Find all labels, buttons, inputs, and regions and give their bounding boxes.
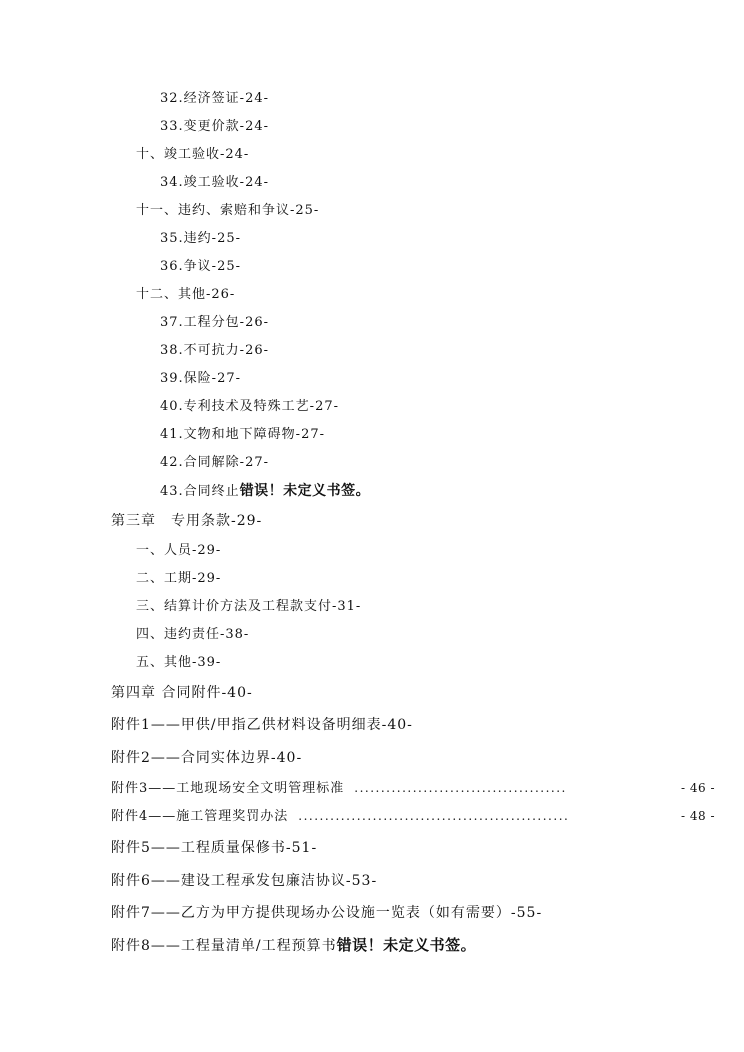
toc-section-12[interactable]: 十二、其他-26- [136, 287, 236, 302]
toc-entry-43-label: 43.合同终止 [160, 484, 240, 499]
toc-entry-34[interactable]: 34.竣工验收-24- [160, 175, 270, 190]
toc-annex-2[interactable]: 附件2——合同实体边界-40- [111, 750, 303, 766]
toc-chapter-4[interactable]: 第四章 合同附件-40- [111, 685, 253, 701]
dot-leader: ................................................... [298, 809, 570, 823]
toc-ch3-item-4[interactable]: 四、违约责任-38- [136, 627, 250, 642]
toc-entry-38[interactable]: 38.不可抗力-26- [160, 343, 270, 358]
toc-annex-4-page: - 48 - [680, 809, 715, 823]
dot-leader: ........................................ [354, 781, 567, 795]
toc-ch3-item-2[interactable]: 二、工期-29- [136, 571, 222, 586]
toc-annex-8-label: 附件8——工程量清单/工程预算书 [111, 938, 337, 954]
toc-ch3-item-1[interactable]: 一、人员-29- [136, 543, 222, 558]
toc-section-10[interactable]: 十、竣工验收-24- [136, 147, 250, 162]
toc-section-11[interactable]: 十一、违约、索赔和争议-25- [136, 203, 320, 218]
toc-entry-40[interactable]: 40.专利技术及特殊工艺-27- [160, 399, 340, 414]
toc-entry-43[interactable] [160, 482, 370, 501]
toc-annex-1[interactable]: 附件1——甲供/甲指乙供材料设备明细表-40- [111, 717, 413, 733]
toc-annex-8[interactable] [111, 936, 476, 955]
bookmark-error: 错误！未定义书签。 [336, 936, 477, 954]
toc-ch3-item-5[interactable]: 五、其他-39- [136, 655, 222, 670]
toc-entry-35[interactable]: 35.违约-25- [160, 231, 242, 246]
toc-entry-36[interactable]: 36.争议-25- [160, 259, 242, 274]
toc-entry-32[interactable]: 32.经济签证-24- [160, 91, 270, 106]
toc-annex-3-page: - 46 - [680, 781, 715, 795]
toc-chapter-3[interactable]: 第三章 专用条款-29- [111, 513, 263, 529]
toc-ch3-item-3[interactable]: 三、结算计价方法及工程款支付-31- [136, 599, 362, 614]
toc-entry-42[interactable]: 42.合同解除-27- [160, 455, 270, 470]
toc-annex-4[interactable] [111, 807, 715, 826]
toc-annex-6[interactable]: 附件6——建设工程承发包廉洁协议-53- [111, 873, 378, 889]
toc-entry-37[interactable]: 37.工程分包-26- [160, 315, 270, 330]
toc-annex-5[interactable]: 附件5——工程质量保修书-51- [111, 840, 318, 856]
toc-annex-7[interactable]: 附件7——乙方为甲方提供现场办公设施一览表（如有需要）-55- [111, 905, 543, 921]
toc-annex-3-title: 附件3——工地现场安全文明管理标准 [111, 781, 345, 796]
toc-entry-33[interactable]: 33.变更价款-24- [160, 119, 270, 134]
toc-entry-41[interactable]: 41.文物和地下障碍物-27- [160, 427, 326, 442]
toc-annex-3[interactable] [111, 779, 715, 798]
toc-entry-39[interactable]: 39.保险-27- [160, 371, 242, 386]
toc-annex-4-title: 附件4——施工管理奖罚办法 [111, 809, 289, 824]
bookmark-error: 错误！未定义书签。 [239, 483, 371, 499]
